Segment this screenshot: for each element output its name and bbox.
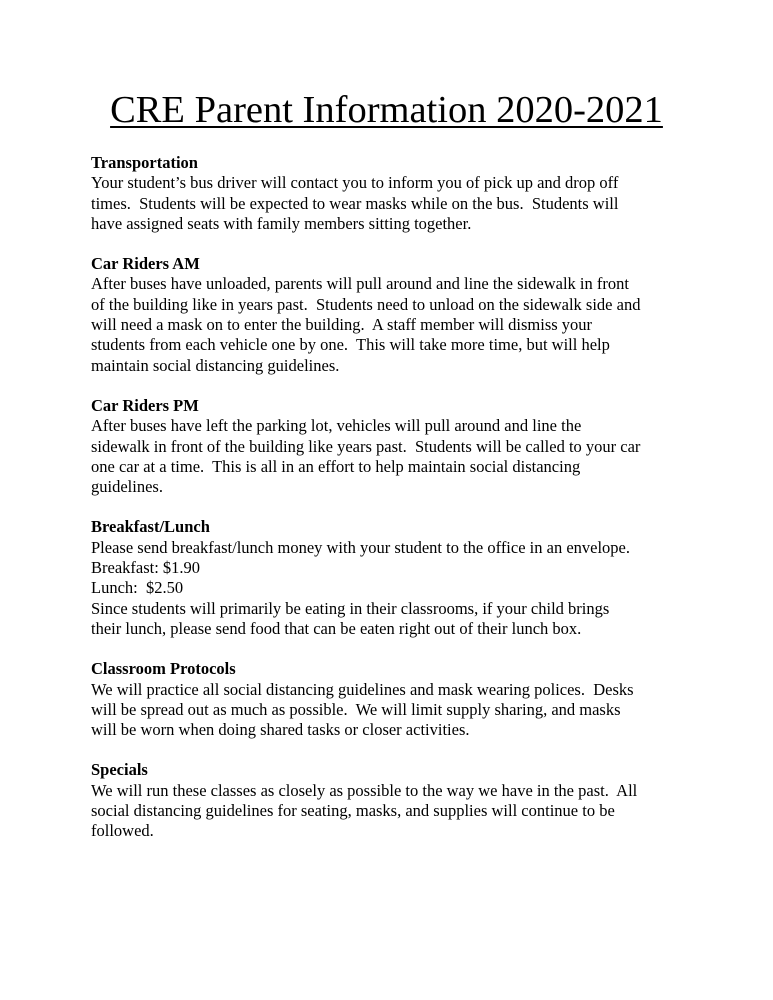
section-transportation [91, 153, 691, 234]
document-title: CRE Parent Information 2020-2021 [110, 89, 663, 131]
section-heading: Classroom Protocols [91, 659, 236, 679]
section-car-riders-am [91, 254, 691, 376]
section-body-line: Your student’s bus driver will contact you to inform you of pick up and drop off [91, 173, 619, 193]
section-body-line: of the building like in years past. Students need to unload on the sidewalk side and [91, 294, 641, 314]
section-specials [91, 760, 691, 841]
section-body-line: will be spread out as much as possible. We will limit supply sharing, and masks [91, 699, 621, 719]
section-body-line: Since students will primarily be eating in their classrooms, if your child brings [91, 598, 610, 618]
section-classroom-protocols [91, 659, 691, 740]
section-body-line: followed. [91, 821, 154, 841]
section-breakfast-lunch [91, 517, 691, 639]
section-body-line: Please send breakfast/lunch money with your student to the office in an envelope. [91, 537, 631, 557]
section-heading: Car Riders PM [91, 395, 199, 415]
section-body-line: times. Students will be expected to wear masks while on the bus. Students will [91, 193, 619, 213]
section-body-line: students from each vehicle one by one. This will take more time, but will help [91, 335, 610, 355]
section-body-line: maintain social distancing guidelines. [91, 355, 340, 375]
section-body-line: Lunch: $2.50 [91, 578, 184, 598]
section-body-line: We will practice all social distancing guidelines and mask wearing polices. Desks [91, 679, 634, 699]
section-body-line: After buses have left the parking lot, vehicles will pull around and line the [91, 416, 582, 436]
section-body-line: their lunch, please send food that can be eaten right out of their lunch box. [91, 618, 582, 638]
section-body-line: After buses have unloaded, parents will pull around and line the sidewalk in front [91, 274, 629, 294]
section-body-line: will need a mask on to enter the building. A staff member will dismiss your [91, 315, 593, 335]
section-body-line: have assigned seats with family members sitting together. [91, 213, 472, 233]
section-body-line: will be worn when doing shared tasks or closer activities. [91, 720, 470, 740]
section-heading: Specials [91, 760, 148, 780]
section-body-line: one car at a time. This is all in an effort to help maintain social distancing [91, 456, 581, 476]
section-heading: Car Riders AM [91, 254, 200, 274]
section-heading: Transportation [91, 153, 198, 172]
sections-container [91, 153, 691, 862]
section-car-riders-pm [91, 396, 691, 497]
section-body-line: guidelines. [91, 477, 163, 497]
section-body-line: We will run these classes as closely as possible to the way we have in the past. All [91, 780, 638, 800]
section-heading: Breakfast/Lunch [91, 517, 210, 537]
section-body-line: social distancing guidelines for seating, masks, and supplies will continue to be [91, 801, 615, 821]
section-body-line: Breakfast: $1.90 [91, 558, 201, 578]
section-body-line: sidewalk in front of the building like years past. Students will be called to your car [91, 436, 641, 456]
